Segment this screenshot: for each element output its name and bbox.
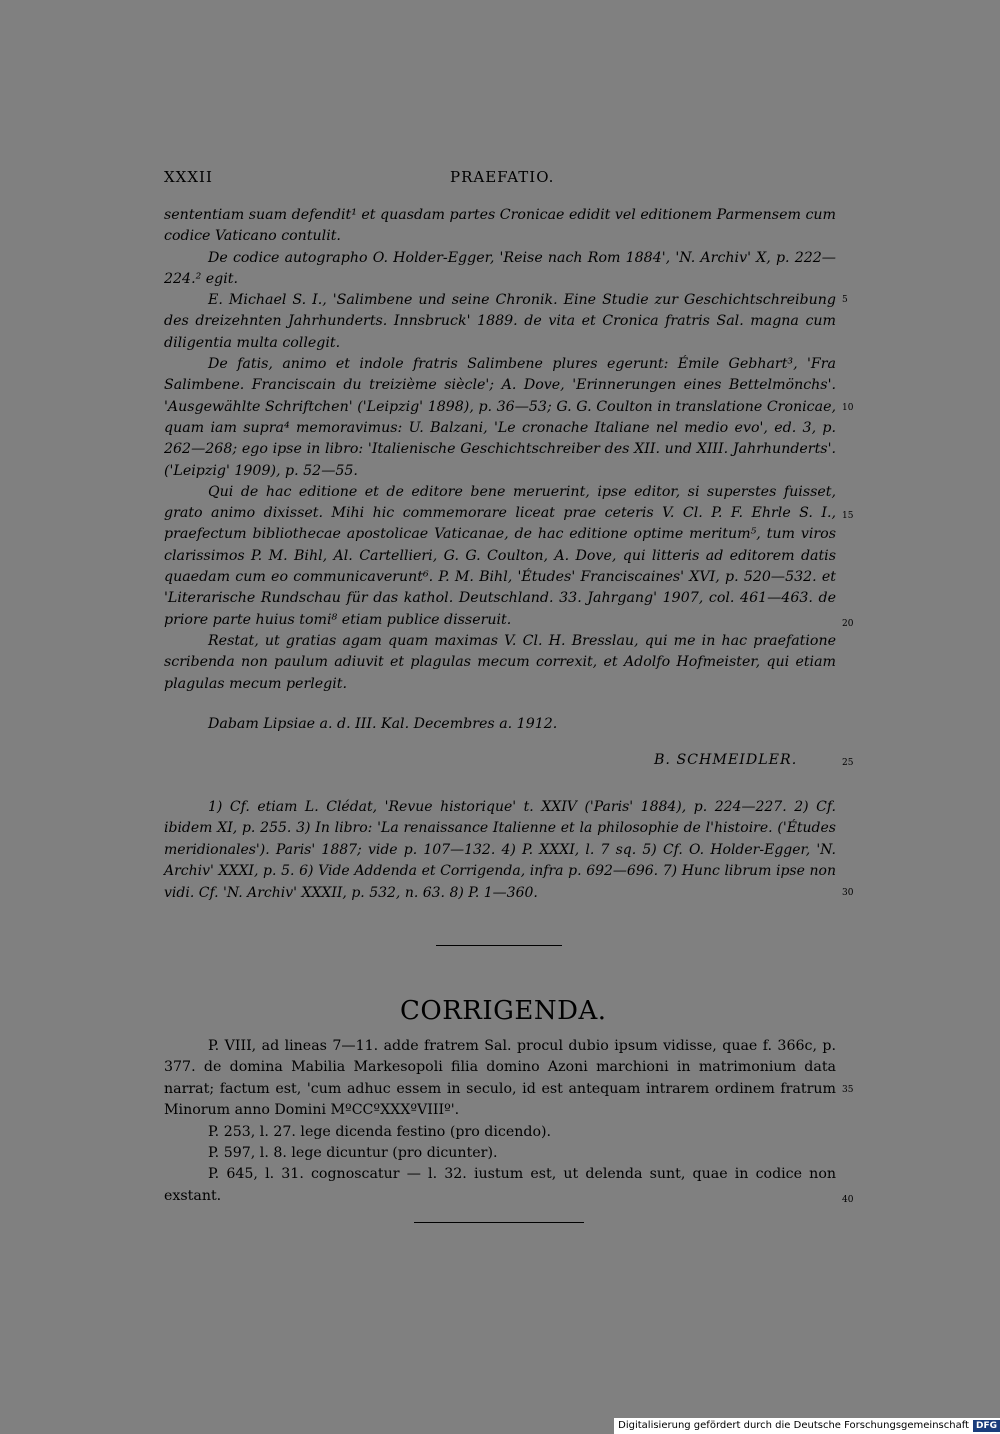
line-number: 40 (842, 1195, 854, 1205)
corrigenda-entry: P. 645, l. 31. cognoscatur — l. 32. iustum est, ut delenda sunt, quae in codice non exstant. (164, 1166, 836, 1204)
footnote-text: 1) Cf. etiam L. Clédat, 'Revue historique' t. XXIV ('Paris' 1884), p. 224—227. 2) Cf. ibidem XI, p. 255. 3) In libro: 'La renaissance Italienne et la philosophie de l'histoire. ('Études meridionales'). Paris' 1887; vide p. 107—132. 4) P. XXXI, l. 7 sq. 5) Cf. O. Holder-Egger, 'N. Archiv' XXXI, p. 5. 6) Vide Addenda et Corrigenda, infra p. 692—696. 7) Hunc librum ipse non vidi. Cf. 'N. Archiv' XXXII, p. 532, n. 63. 8) P. 1—360. (164, 799, 836, 901)
date-line: Dabam Lipsiae a. d. III. Kal. Decembres a. 1912. (208, 716, 558, 732)
preface-body (164, 205, 836, 695)
footer-text: Digitalisierung gefördert durch die Deutsche Forschungsgemeinschaft (618, 1420, 969, 1431)
preface-paragraph: Qui de hac editione et de editore bene meruerint, ipse editor, si superstes fuisset, grato animo dixisset. Mihi hic commemorare liceat prae ceteris V. Cl. P. F. Ehrle S. I., praefectum bibliothecae apostolicae Vaticanae, de hac editione optime meritum⁵, tum viros clarissimos P. M. Bihl, Al. Cartellieri, G. G. Coulton, A. Dove, qui litteris ad editorem datis quaedam cum eo communicaverunt⁶. P. M. Bihl, 'Études' Franciscaines' XVI, p. 520—532. et 'Literarische Rundschau für das kathol. Deutschland. 33. Jahrgang' 1907, col. 461—463. de priore parte huius tomi⁸ etiam publice disseruit. (164, 483, 836, 628)
running-header-folio: XXXII (164, 168, 213, 186)
dfg-logo-icon: DFG (973, 1420, 1000, 1432)
line-number: 5 (842, 295, 848, 305)
line-number: 25 (842, 758, 854, 768)
preface-paragraph: sententiam suam defendit¹ et quasdam partes Cronicae edidit vel editionem Parmensem cum codice Vaticano contulit. (164, 207, 836, 245)
footnotes (164, 797, 836, 904)
corrigenda-body (164, 1036, 836, 1207)
preface-paragraph: Restat, ut gratias agam quam maximas V. Cl. H. Bresslau, qui me in hac praefatione scribenda non paulum adiuvit et plagulas mecum correxit, et Adolfo Hofmeister, qui etiam plagulas mecum perlegit. (164, 632, 836, 692)
line-number: 10 (842, 403, 854, 413)
preface-paragraph: De codice autographo O. Holder-Egger, 'Reise nach Rom 1884', 'N. Archiv' X, p. 222—224.² egit. (164, 249, 836, 287)
preface-paragraph: De fatis, animo et indole fratris Salimbene plures egerunt: Émile Gebhart³, 'Fra Salimbene. Franciscain du treizième siècle'; A. Dove, 'Erinnerungen eines Bettelmönchs'. 'Ausgewählte Schriftchen' ('Leipzig' 1898), p. 36—53; G. G. Coulton in translatione Cronicae, quam iam supra⁴ memoravimus: U. Balzani, 'Le cronache Italiane nel medio evo', ed. 3, p. 262—268; ego ipse in libro: 'Italienische Geschichtschreiber des XII. und XIII. Jahrhunderts'. ('Leipzig' 1909), p. 52—55. (164, 356, 836, 479)
signature: B. SCHMEIDLER. (654, 752, 798, 768)
corrigenda-entry: P. VIII, ad lineas 7—11. adde fratrem Sal. procul dubio ipsum vidisse, quae f. 366c, p. 377. de domina Mabilia Markesopoli filia domino Azoni marchioni in matrimonium data narrat; factum est, 'cum adhuc essem in seculo, id est antequam intrarem ordinem fratrum Minorum anno Domini MºCCºXXXºVIIIº'. (164, 1038, 836, 1119)
corrigenda-entry: P. 597, l. 8. lege dicuntur (pro dicunter). (208, 1145, 498, 1162)
line-number: 15 (842, 511, 854, 521)
line-number: 30 (842, 888, 854, 898)
end-divider (414, 1222, 584, 1223)
line-number: 35 (842, 1085, 854, 1095)
line-number: 20 (842, 619, 854, 629)
corrigenda-title: CORRIGENDA. (400, 996, 607, 1026)
section-divider (436, 945, 562, 946)
running-header-title: PRAEFATIO. (450, 168, 555, 186)
corrigenda-entry: P. 253, l. 27. lege dicenda festino (pro dicendo). (208, 1123, 552, 1140)
digitization-footer (614, 1418, 1000, 1434)
preface-paragraph: E. Michael S. I., 'Salimbene und seine Chronik. Eine Studie zur Geschichtschreibung des dreizehnten Jahrhunderts. Innsbruck' 1889. de vita et Cronica fratris Sal. magna cum diligentia multa collegit. (164, 292, 836, 351)
